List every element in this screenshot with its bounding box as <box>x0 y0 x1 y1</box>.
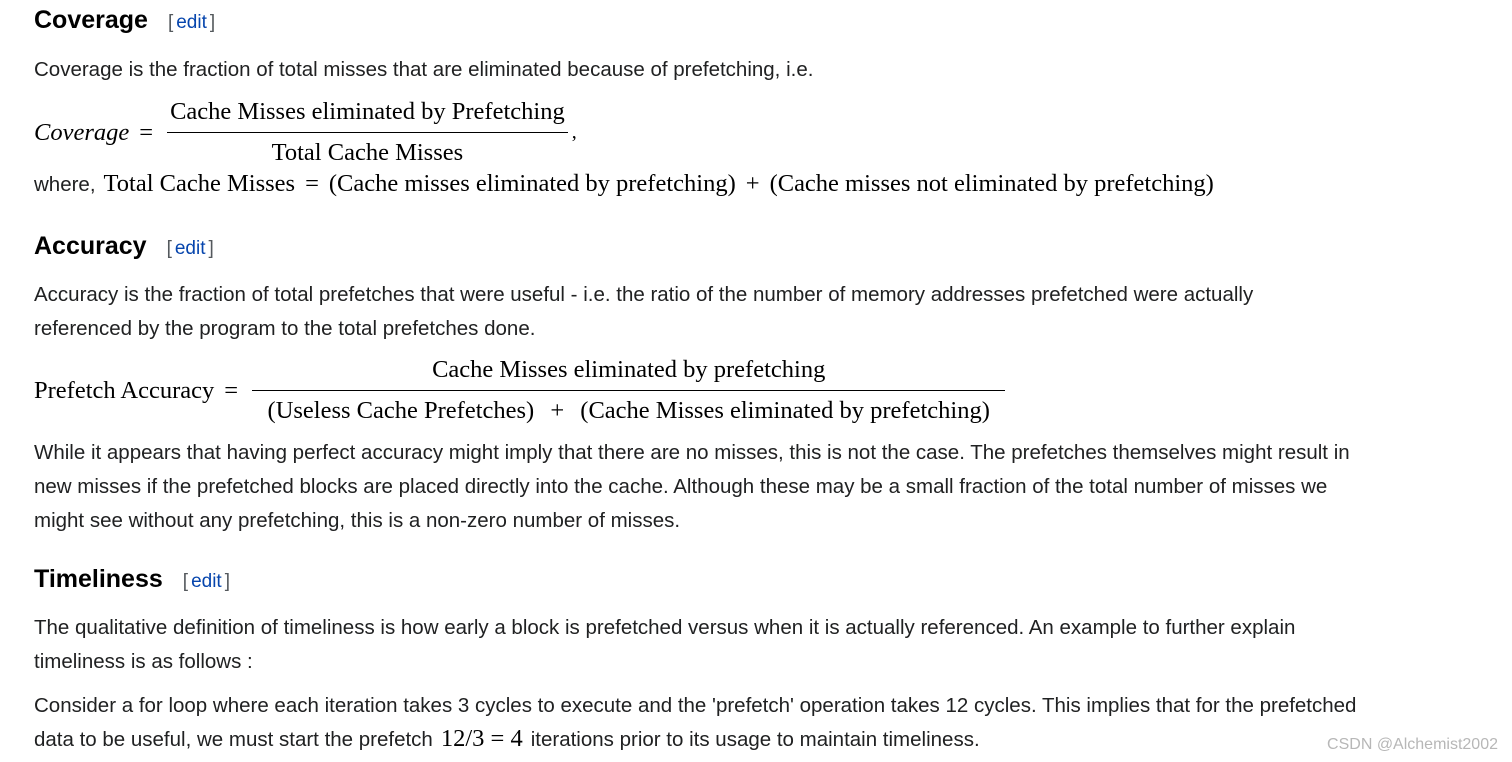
coverage-where-plus: + <box>745 170 760 197</box>
csdn-watermark: CSDN @Alchemist2002 <box>1327 736 1498 753</box>
accuracy-formula-lhs: Prefetch Accuracy <box>34 376 215 404</box>
accuracy-den-term1: (Useless Cache Prefetches) <box>267 397 535 424</box>
accuracy-para-line-1: While it appears that having perfect accuracy might imply that there are no misses, this is not the case. The prefetches themselves might result in <box>34 441 1350 464</box>
timeliness-para-line-2 <box>34 723 980 757</box>
coverage-fraction <box>167 94 568 171</box>
coverage-formula-equals: = <box>139 118 154 146</box>
coverage-heading-text: Coverage <box>34 6 148 34</box>
accuracy-numerator: Cache Misses eliminated by prefetching <box>252 352 1005 391</box>
coverage-formula-comma: , <box>571 121 577 143</box>
accuracy-intro-line-1: Accuracy is the fraction of total prefetches that were useful - i.e. the ratio of the number of memory addresses prefetched were actually <box>34 283 1254 306</box>
accuracy-heading <box>34 234 214 259</box>
accuracy-intro-line-2: referenced by the program to the total prefetches done. <box>34 317 536 340</box>
coverage-numerator: Cache Misses eliminated by Prefetching <box>167 94 568 133</box>
timeliness-edit-section: [ edit ] <box>182 571 230 592</box>
coverage-where <box>34 168 1214 202</box>
accuracy-formula-equals: = <box>224 376 239 404</box>
coverage-formula <box>34 94 577 171</box>
accuracy-edit-section: [ edit ] <box>166 238 214 259</box>
coverage-edit-link[interactable]: edit <box>176 12 207 33</box>
accuracy-para-line-2: new misses if the prefetched blocks are placed directly into the cache. Although these may be a small fraction of the total number of misses we <box>34 475 1328 498</box>
timeliness-edit-link[interactable]: edit <box>191 571 222 592</box>
accuracy-formula <box>34 352 1009 429</box>
coverage-where-term1: (Cache misses eliminated by prefetching) <box>328 170 736 197</box>
timeliness-intro-line-1: The qualitative definition of timeliness is how early a block is prefetched versus when it is actually referenced. An example to further explain <box>34 616 1296 639</box>
timeliness-intro-line-2: timeliness is as follows : <box>34 650 253 673</box>
coverage-where-equals: = <box>305 170 319 197</box>
coverage-intro: Coverage is the fraction of total misses that are eliminated because of prefetching, i.e. <box>34 58 814 81</box>
accuracy-heading-text: Accuracy <box>34 232 147 260</box>
timeliness-para-line-2-after: iterations prior to its usage to maintain timeliness. <box>530 728 980 751</box>
accuracy-edit-link[interactable]: edit <box>174 238 206 259</box>
accuracy-denominator <box>265 391 993 429</box>
accuracy-fraction <box>252 352 1005 429</box>
coverage-where-prefix: where, <box>34 173 96 196</box>
coverage-heading <box>34 8 215 33</box>
accuracy-den-plus: + <box>550 397 565 424</box>
coverage-formula-lhs: Coverage <box>34 118 130 146</box>
coverage-where-lhs: Total Cache Misses <box>103 170 296 197</box>
accuracy-para-line-3: might see without any prefetching, this is a non-zero number of misses. <box>34 509 681 532</box>
timeliness-heading-text: Timeliness <box>34 565 163 593</box>
coverage-denominator: Total Cache Misses <box>271 139 464 166</box>
timeliness-heading <box>34 567 230 592</box>
accuracy-den-term2: (Cache Misses eliminated by prefetching) <box>580 397 990 424</box>
accuracy-section <box>34 234 214 259</box>
coverage-edit-section: [ edit ] <box>167 12 216 33</box>
timeliness-para-line-1: Consider a for loop where each iteration takes 3 cycles to execute and the 'prefetch' operation takes 12 cycles. This implies that for the prefetched <box>34 694 1357 717</box>
coverage-where-term2: (Cache misses not eliminated by prefetching) <box>769 170 1214 197</box>
timeliness-inline-math: 12/3 = 4 <box>440 725 523 752</box>
timeliness-section <box>34 567 230 592</box>
timeliness-para-line-2-before: data to be useful, we must start the prefetch <box>34 728 433 751</box>
coverage-section <box>34 8 215 33</box>
